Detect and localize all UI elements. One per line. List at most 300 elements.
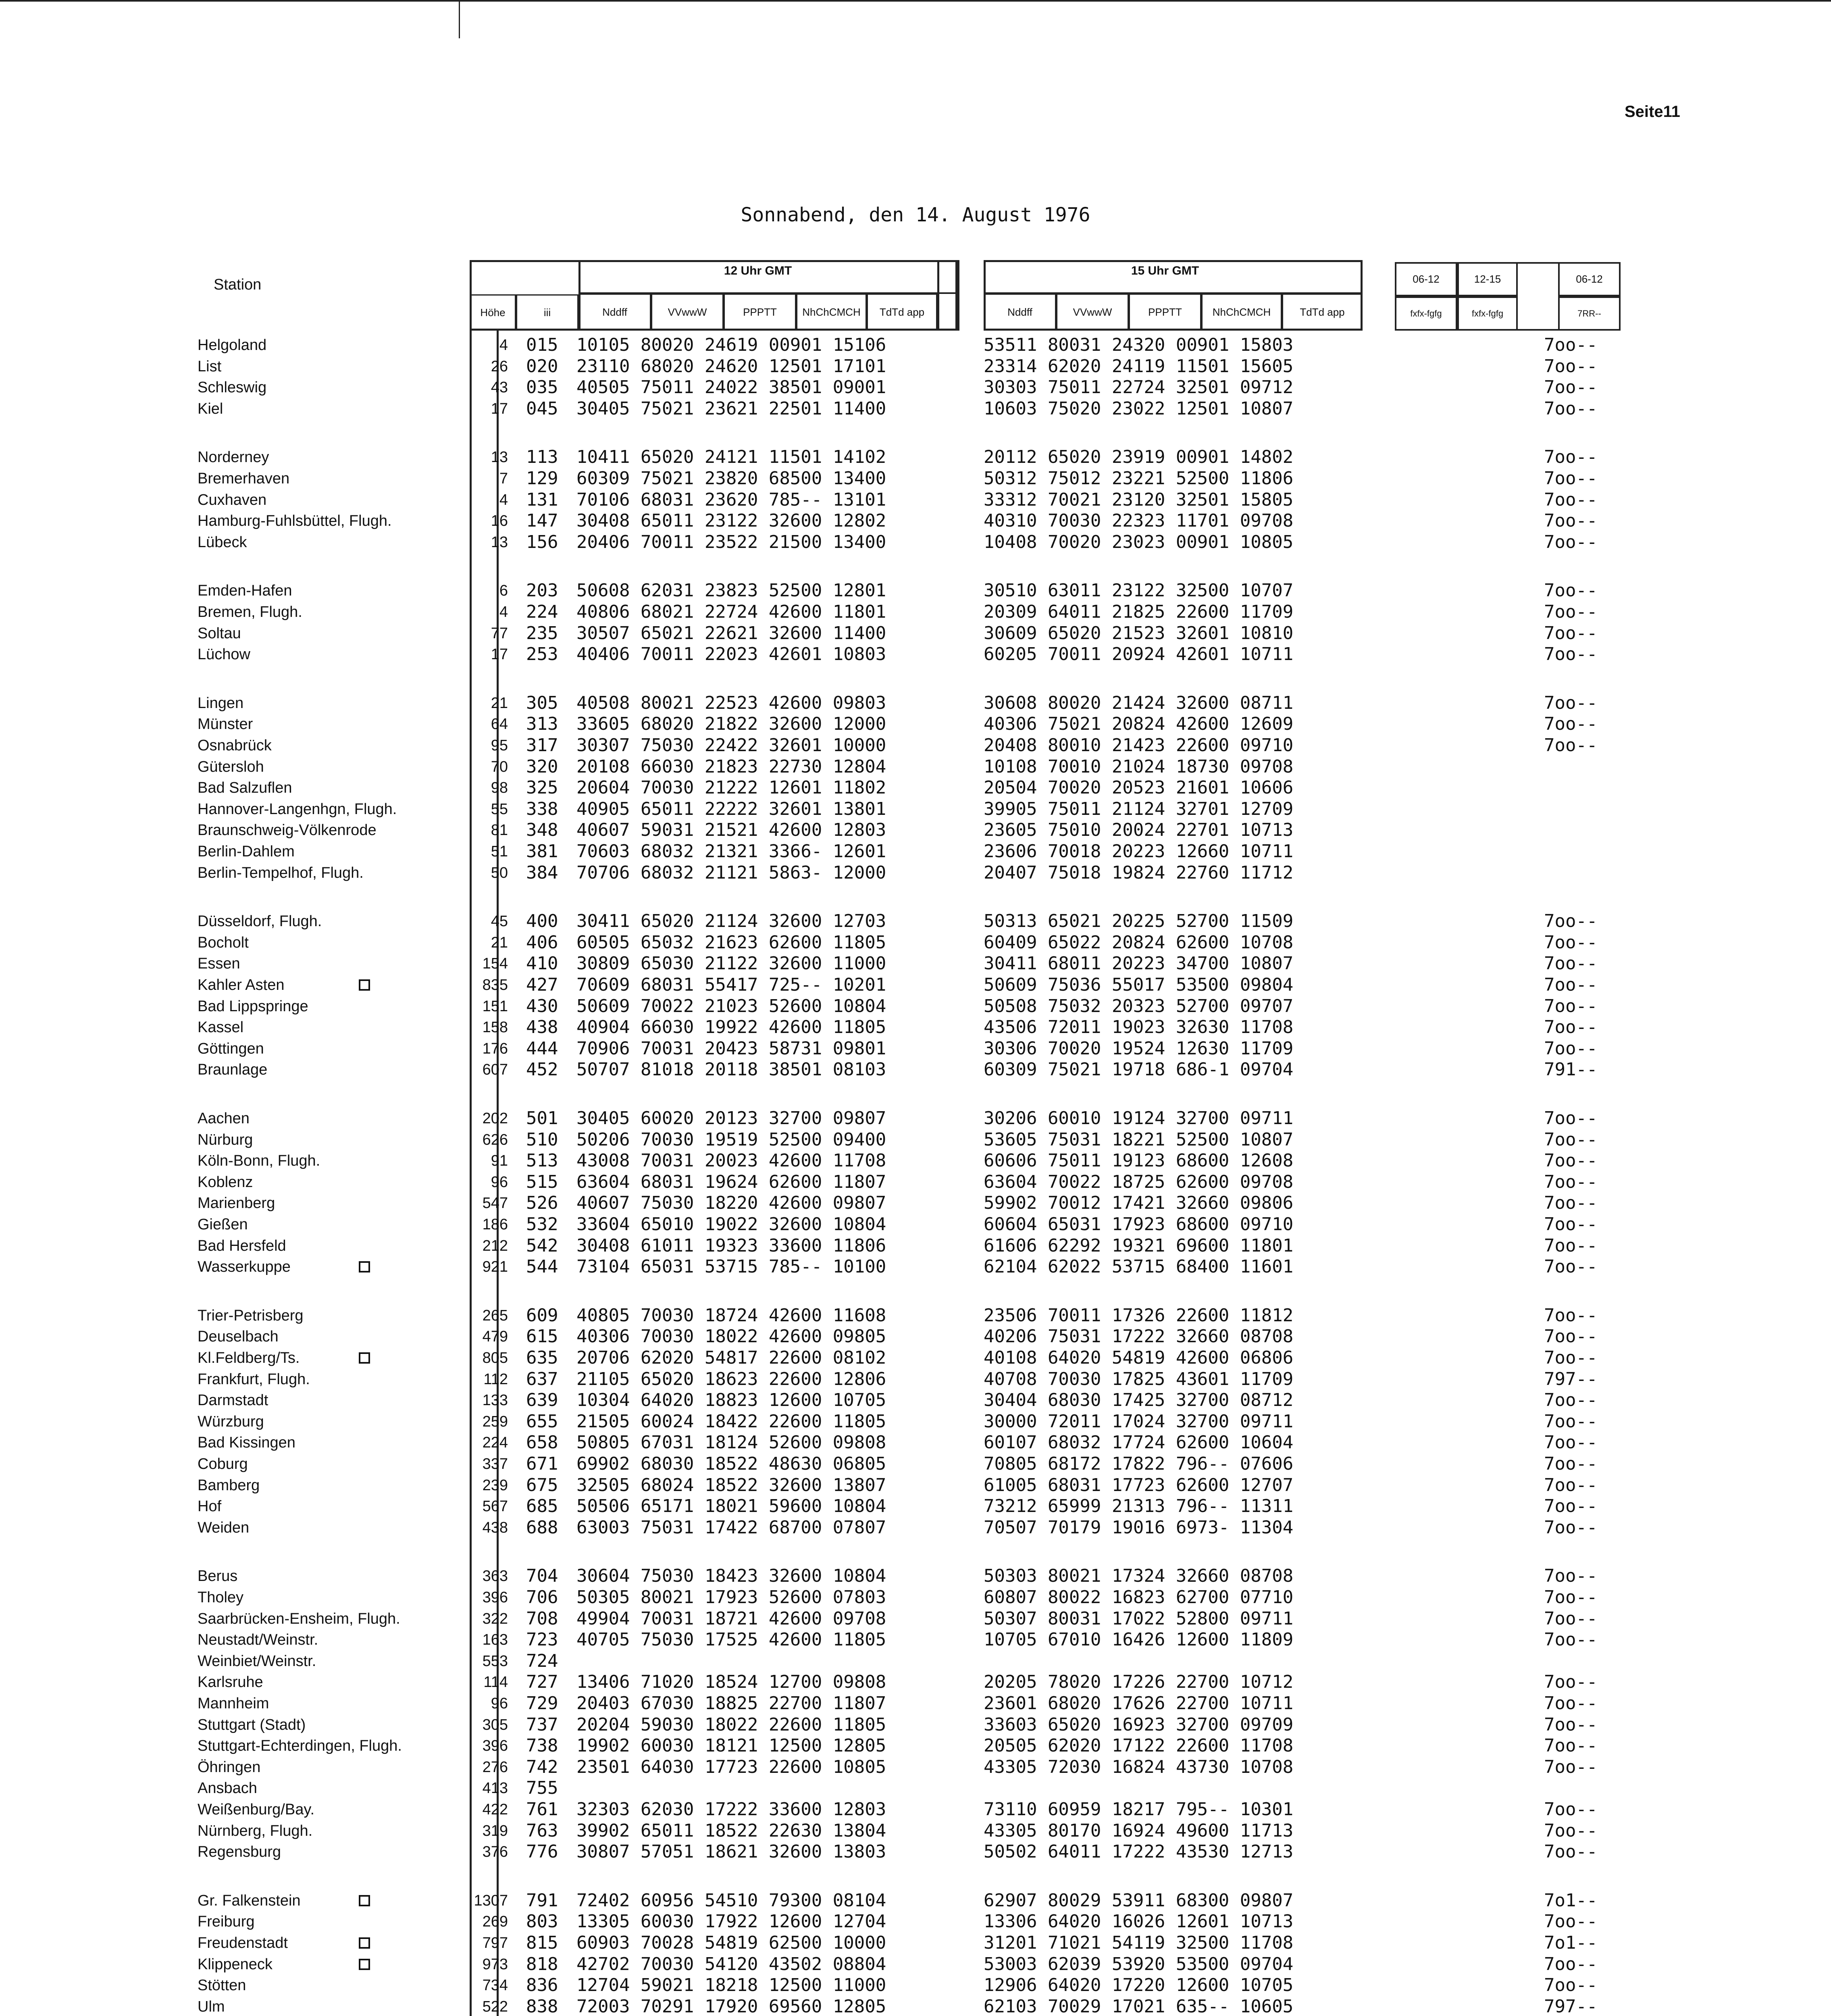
obs-12-gmt: 21505 60024 18422 22600 11805 xyxy=(576,1411,886,1432)
station-iii: 320 xyxy=(526,756,558,777)
station-name: Nürburg xyxy=(198,1131,253,1148)
obs-rr: 7oo-- xyxy=(1544,644,1598,664)
obs-rr: 7oo-- xyxy=(1544,1629,1598,1650)
station-hoehe: 64 xyxy=(491,716,508,733)
obs-12-gmt: 50206 70030 19519 52500 09400 xyxy=(576,1129,886,1150)
station-hoehe: 51 xyxy=(491,843,508,860)
obs-15-gmt: 53003 62039 53920 53500 09704 xyxy=(984,1954,1294,1974)
obs-15-gmt: 30306 70020 19524 12630 11709 xyxy=(984,1038,1294,1059)
station-iii: 113 xyxy=(526,447,558,467)
header-12-col-1: Nddff xyxy=(578,294,651,331)
station-name: Bremen, Flugh. xyxy=(198,604,302,621)
table-row xyxy=(0,1454,1831,1475)
station-hoehe: 4 xyxy=(499,492,508,508)
station-iii: 203 xyxy=(526,580,558,601)
obs-15-gmt: 60604 65031 17923 68600 09710 xyxy=(984,1214,1294,1235)
station-iii: 724 xyxy=(526,1651,558,1671)
table-row xyxy=(0,1411,1831,1432)
table-row xyxy=(0,1390,1831,1411)
header-12-gmt: 12 Uhr GMT xyxy=(724,264,792,277)
table-row xyxy=(0,1566,1831,1587)
obs-rr: 797-- xyxy=(1544,1996,1598,2016)
obs-12-gmt: 30604 75030 18423 32600 10804 xyxy=(576,1566,886,1586)
obs-12-gmt: 30307 75030 22422 32601 10000 xyxy=(576,735,886,756)
obs-12-gmt: 50805 67031 18124 52600 09808 xyxy=(576,1432,886,1453)
obs-12-gmt: 30408 65011 23122 32600 12802 xyxy=(576,510,886,531)
station-hoehe: 319 xyxy=(482,1822,508,1839)
square-icon xyxy=(359,1937,370,1949)
station-name: Soltau xyxy=(198,625,241,642)
obs-rr: 7oo-- xyxy=(1544,1799,1598,1820)
station-name: Regensburg xyxy=(198,1843,281,1860)
top-tick xyxy=(459,0,460,38)
station-iii: 637 xyxy=(526,1369,558,1389)
station-iii: 235 xyxy=(526,623,558,644)
table-row xyxy=(0,714,1831,735)
station-iii: 544 xyxy=(526,1256,558,1277)
obs-rr: 7oo-- xyxy=(1544,398,1598,419)
station-name: Göttingen xyxy=(198,1040,264,1057)
station-name: Schleswig xyxy=(198,379,267,396)
header-hoehe: Höhe xyxy=(470,294,516,331)
station-iii: 688 xyxy=(526,1517,558,1538)
obs-15-gmt: 30404 68030 17425 32700 08712 xyxy=(984,1390,1294,1410)
obs-rr: 7oo-- xyxy=(1544,1235,1598,1256)
station-name: Karlsruhe xyxy=(198,1674,263,1691)
station-name: Mannheim xyxy=(198,1695,269,1712)
station-name: Stuttgart-Echterdingen, Flugh. xyxy=(198,1737,402,1754)
table-row xyxy=(0,862,1831,883)
obs-12-gmt: 70906 70031 20423 58731 09801 xyxy=(576,1038,886,1059)
station-iii: 452 xyxy=(526,1059,558,1080)
table-row xyxy=(0,1841,1831,1862)
station-name: Hannover-Langenhgn, Flugh. xyxy=(198,801,397,818)
obs-rr: 7oo-- xyxy=(1544,953,1598,974)
station-hoehe: 553 xyxy=(482,1653,508,1670)
obs-12-gmt: 40705 75030 17525 42600 11805 xyxy=(576,1629,886,1650)
station-iii: 381 xyxy=(526,841,558,862)
obs-15-gmt: 30206 60010 19124 32700 09711 xyxy=(984,1108,1294,1129)
station-iii: 755 xyxy=(526,1778,558,1798)
station-iii: 147 xyxy=(526,510,558,531)
station-iii: 035 xyxy=(526,377,558,398)
station-name: Bad Kissingen xyxy=(198,1434,295,1451)
obs-rr: 7oo-- xyxy=(1544,468,1598,489)
station-name: Bamberg xyxy=(198,1477,260,1494)
station-name: Trier-Petrisberg xyxy=(198,1307,304,1324)
table-row xyxy=(0,1235,1831,1256)
station-name: Kahler Asten xyxy=(198,977,285,993)
station-hoehe: 376 xyxy=(482,1843,508,1860)
station-iii: 635 xyxy=(526,1347,558,1368)
station-hoehe: 112 xyxy=(483,1371,508,1388)
station-iii: 685 xyxy=(526,1496,558,1516)
obs-12-gmt: 13305 60030 17922 12600 12704 xyxy=(576,1911,886,1932)
station-hoehe: 50 xyxy=(491,864,508,881)
obs-rr: 7oo-- xyxy=(1544,735,1598,756)
obs-12-gmt: 30405 60020 20123 32700 09807 xyxy=(576,1108,886,1129)
station-iii: 020 xyxy=(526,356,558,377)
station-iii: 438 xyxy=(526,1017,558,1037)
obs-rr: 7oo-- xyxy=(1544,1108,1598,1129)
header-f1: fxfx-fgfg xyxy=(1395,296,1457,331)
station-name: Darmstadt xyxy=(198,1392,268,1409)
station-hoehe: 259 xyxy=(482,1413,508,1430)
station-iii: 609 xyxy=(526,1305,558,1326)
table-row xyxy=(0,356,1831,377)
table-row xyxy=(0,1954,1831,1975)
station-hoehe: 133 xyxy=(482,1392,508,1409)
obs-12-gmt: 70106 68031 23620 785-- 13101 xyxy=(576,489,886,510)
station-iii: 729 xyxy=(526,1693,558,1714)
station-hoehe: 239 xyxy=(482,1477,508,1494)
obs-15-gmt: 20407 75018 19824 22760 11712 xyxy=(984,862,1294,883)
obs-12-gmt: 70706 68032 21121 5863- 12000 xyxy=(576,862,886,883)
obs-15-gmt: 12906 64020 17220 12600 10705 xyxy=(984,1975,1294,1995)
station-hoehe: 98 xyxy=(491,779,508,796)
station-name: Freiburg xyxy=(198,1913,255,1930)
obs-12-gmt: 10105 80020 24619 00901 15106 xyxy=(576,335,886,355)
station-name: Hamburg-Fuhlsbüttel, Flugh. xyxy=(198,512,392,529)
obs-15-gmt: 30411 68011 20223 34700 10807 xyxy=(984,953,1294,974)
station-iii: 526 xyxy=(526,1193,558,1213)
header-div-12-gap xyxy=(957,260,959,331)
obs-12-gmt: 40607 59031 21521 42600 12803 xyxy=(576,820,886,840)
obs-15-gmt: 33603 65020 16923 32700 09709 xyxy=(984,1714,1294,1735)
obs-rr: 7oo-- xyxy=(1544,714,1598,734)
obs-rr: 797-- xyxy=(1544,1369,1598,1389)
obs-rr: 7oo-- xyxy=(1544,1714,1598,1735)
station-name: Lingen xyxy=(198,695,244,712)
table-row xyxy=(0,1432,1831,1453)
station-iii: 515 xyxy=(526,1172,558,1192)
obs-rr: 7oo-- xyxy=(1544,1390,1598,1410)
obs-15-gmt: 40306 75021 20824 42600 12609 xyxy=(984,714,1294,734)
station-name: Nürnberg, Flugh. xyxy=(198,1822,313,1839)
station-name: Bad Salzuflen xyxy=(198,779,292,796)
station-hoehe: 396 xyxy=(482,1589,508,1606)
station-iii: 045 xyxy=(526,398,558,419)
table-row xyxy=(0,693,1831,714)
obs-15-gmt: 20408 80010 21423 22600 09710 xyxy=(984,735,1294,756)
obs-12-gmt: 49904 70031 18721 42600 09708 xyxy=(576,1608,886,1629)
header-rr-gap-bottom xyxy=(1518,329,1558,331)
station-iii: 156 xyxy=(526,532,558,552)
obs-15-gmt: 10705 67010 16426 12600 11809 xyxy=(984,1629,1294,1650)
obs-rr: 7oo-- xyxy=(1544,693,1598,713)
obs-rr: 7oo-- xyxy=(1544,1193,1598,1213)
obs-12-gmt: 43008 70031 20023 42600 11708 xyxy=(576,1150,886,1171)
table-row xyxy=(0,1975,1831,1996)
station-hoehe: 337 xyxy=(482,1456,508,1472)
station-name: Deuselbach xyxy=(198,1328,279,1345)
obs-rr: 7oo-- xyxy=(1544,1954,1598,1974)
obs-15-gmt: 50313 65021 20225 52700 11509 xyxy=(984,911,1294,931)
obs-rr: 7oo-- xyxy=(1544,1672,1598,1692)
station-iii: 430 xyxy=(526,996,558,1016)
table-row xyxy=(0,911,1831,932)
station-name: Neustadt/Weinstr. xyxy=(198,1631,318,1648)
station-name: Frankfurt, Flugh. xyxy=(198,1371,310,1388)
station-name: Emden-Hafen xyxy=(198,582,292,599)
table-row xyxy=(0,1672,1831,1693)
obs-15-gmt: 20112 65020 23919 00901 14802 xyxy=(984,447,1294,467)
obs-12-gmt: 73104 65031 53715 785-- 10100 xyxy=(576,1256,886,1277)
obs-rr: 7oo-- xyxy=(1544,1975,1598,1995)
obs-12-gmt: 30405 75021 23621 22501 11400 xyxy=(576,398,886,419)
station-iii: 761 xyxy=(526,1799,558,1820)
station-name: Bad Hersfeld xyxy=(198,1237,286,1254)
obs-15-gmt: 60205 70011 20924 42601 10711 xyxy=(984,644,1294,664)
station-iii: 615 xyxy=(526,1326,558,1347)
station-name: Braunlage xyxy=(198,1061,268,1078)
obs-15-gmt: 20205 78020 17226 22700 10712 xyxy=(984,1672,1294,1692)
obs-rr: 791-- xyxy=(1544,1059,1598,1080)
obs-12-gmt: 40805 70030 18724 42600 11608 xyxy=(576,1305,886,1326)
station-hoehe: 396 xyxy=(482,1737,508,1754)
station-hoehe: 7 xyxy=(499,470,508,487)
station-name: Cuxhaven xyxy=(198,492,267,508)
station-iii: 338 xyxy=(526,799,558,819)
square-icon xyxy=(359,1352,370,1364)
station-name: Lübeck xyxy=(198,534,247,551)
station-name: Wasserkuppe xyxy=(198,1258,291,1275)
table-row xyxy=(0,1517,1831,1538)
station-name: Tholey xyxy=(198,1589,244,1606)
header-15-col-1: Nddff xyxy=(984,294,1056,331)
station-hoehe: 96 xyxy=(491,1174,508,1191)
station-hoehe: 96 xyxy=(491,1695,508,1712)
obs-15-gmt: 63604 70022 18725 62600 09708 xyxy=(984,1172,1294,1192)
table-row xyxy=(0,1651,1831,1672)
obs-15-gmt: 30608 80020 21424 32600 08711 xyxy=(984,693,1294,713)
obs-rr: 7oo-- xyxy=(1544,1693,1598,1714)
obs-15-gmt: 50303 80021 17324 32660 08708 xyxy=(984,1566,1294,1586)
station-name: Bocholt xyxy=(198,934,249,951)
table-row xyxy=(0,1326,1831,1347)
obs-12-gmt: 40904 66030 19922 42600 11805 xyxy=(576,1017,886,1037)
station-name: Kiel xyxy=(198,400,223,417)
station-hoehe: 269 xyxy=(482,1913,508,1930)
station-hoehe: 4 xyxy=(499,604,508,621)
station-iii: 671 xyxy=(526,1454,558,1474)
station-iii: 742 xyxy=(526,1757,558,1777)
station-name: Bremerhaven xyxy=(198,470,290,487)
obs-15-gmt: 60107 68032 17724 62600 10604 xyxy=(984,1432,1294,1453)
station-name: Lüchow xyxy=(198,646,250,663)
table-row xyxy=(0,580,1831,601)
obs-15-gmt: 39905 75011 21124 32701 12709 xyxy=(984,799,1294,819)
page-number: Seite11 xyxy=(1625,103,1680,121)
station-hoehe: 186 xyxy=(482,1216,508,1233)
station-iii: 791 xyxy=(526,1890,558,1911)
station-hoehe: 13 xyxy=(491,449,508,466)
station-iii: 818 xyxy=(526,1954,558,1974)
station-hoehe: 438 xyxy=(482,1519,508,1536)
obs-12-gmt: 10411 65020 24121 11501 14102 xyxy=(576,447,886,467)
station-name: Berus xyxy=(198,1568,238,1585)
obs-rr: 7oo-- xyxy=(1544,356,1598,377)
table-row xyxy=(0,377,1831,398)
top-rule xyxy=(0,0,1831,2)
station-hoehe: 91 xyxy=(491,1152,508,1169)
obs-12-gmt: 39902 65011 18522 22630 13804 xyxy=(576,1820,886,1841)
obs-15-gmt: 60409 65022 20824 62600 10708 xyxy=(984,932,1294,953)
obs-15-gmt: 33312 70021 23120 32501 15805 xyxy=(984,489,1294,510)
table-row xyxy=(0,953,1831,974)
table-row xyxy=(0,335,1831,356)
station-iii: 253 xyxy=(526,644,558,664)
obs-15-gmt: 50307 80031 17022 52800 09711 xyxy=(984,1608,1294,1629)
obs-15-gmt: 50312 75012 23221 52500 11806 xyxy=(984,468,1294,489)
station-name: Würzburg xyxy=(198,1413,264,1430)
table-row xyxy=(0,1714,1831,1735)
table-row xyxy=(0,1629,1831,1650)
table-row xyxy=(0,489,1831,510)
table-row xyxy=(0,1799,1831,1820)
header-iii: iii xyxy=(516,294,578,331)
table-row xyxy=(0,1172,1831,1193)
table-row xyxy=(0,820,1831,841)
table-row xyxy=(0,602,1831,623)
station-hoehe: 921 xyxy=(482,1258,508,1275)
station-hoehe: 626 xyxy=(482,1131,508,1148)
obs-12-gmt: 72402 60956 54510 79300 08104 xyxy=(576,1890,886,1911)
station-iii: 763 xyxy=(526,1820,558,1841)
station-hoehe: 422 xyxy=(482,1801,508,1818)
table-row xyxy=(0,468,1831,489)
station-hoehe: 6 xyxy=(499,582,508,599)
station-hoehe: 363 xyxy=(482,1568,508,1585)
header-r0612b: 06-12 xyxy=(1558,262,1621,296)
obs-12-gmt: 30507 65021 22621 32600 11400 xyxy=(576,623,886,644)
obs-15-gmt: 31201 71021 54119 32500 11708 xyxy=(984,1933,1294,1953)
station-iii: 737 xyxy=(526,1714,558,1735)
station-iii: 427 xyxy=(526,975,558,995)
station-hoehe: 17 xyxy=(491,400,508,417)
obs-rr: 7oo-- xyxy=(1544,1475,1598,1495)
obs-12-gmt: 32303 62030 17222 33600 12803 xyxy=(576,1799,886,1820)
station-iii: 727 xyxy=(526,1672,558,1692)
station-iii: 838 xyxy=(526,1996,558,2016)
obs-15-gmt: 23605 75010 20024 22701 10713 xyxy=(984,820,1294,840)
station-iii: 658 xyxy=(526,1432,558,1453)
station-name: Ulm xyxy=(198,1998,225,2015)
station-name: Saarbrücken-Ensheim, Flugh. xyxy=(198,1610,400,1627)
obs-15-gmt: 23601 68020 17626 22700 10711 xyxy=(984,1693,1294,1714)
station-iii: 513 xyxy=(526,1150,558,1171)
table-row xyxy=(0,1693,1831,1714)
header-15-col-2: VVwwW xyxy=(1056,294,1129,331)
station-hoehe: 973 xyxy=(482,1956,508,1973)
obs-12-gmt: 50506 65171 18021 59600 10804 xyxy=(576,1496,886,1516)
obs-12-gmt: 69902 68030 18522 48630 06805 xyxy=(576,1454,886,1474)
obs-12-gmt: 70603 68032 21321 3366- 12601 xyxy=(576,841,886,862)
table-row xyxy=(0,1193,1831,1214)
obs-rr: 7oo-- xyxy=(1544,1735,1598,1756)
station-iii: 655 xyxy=(526,1411,558,1432)
obs-15-gmt: 30510 63011 23122 32500 10707 xyxy=(984,580,1294,601)
obs-15-gmt: 62104 62022 53715 68400 11601 xyxy=(984,1256,1294,1277)
obs-12-gmt: 21105 65020 18623 22600 12806 xyxy=(576,1369,886,1389)
station-iii: 836 xyxy=(526,1975,558,1995)
station-name: Ansbach xyxy=(198,1780,257,1797)
table-row xyxy=(0,1038,1831,1059)
obs-12-gmt: 20403 67030 18825 22700 11807 xyxy=(576,1693,886,1714)
table-row xyxy=(0,1778,1831,1799)
obs-15-gmt: 61005 68031 17723 62600 12707 xyxy=(984,1475,1294,1495)
table-row xyxy=(0,1757,1831,1778)
header-rr: 7RR-- xyxy=(1558,296,1621,331)
obs-rr: 7oo-- xyxy=(1544,377,1598,398)
obs-15-gmt: 30303 75011 22724 32501 09712 xyxy=(984,377,1294,398)
obs-12-gmt: 33604 65010 19022 32600 10804 xyxy=(576,1214,886,1235)
header-div-15-end xyxy=(1361,260,1363,331)
table-row xyxy=(0,1017,1831,1038)
obs-rr: 7oo-- xyxy=(1544,1841,1598,1862)
table-row xyxy=(0,1735,1831,1756)
header-15-col-4: NhChCMCH xyxy=(1201,294,1282,331)
station-hoehe: 567 xyxy=(482,1498,508,1515)
obs-12-gmt: 30807 57051 18621 32600 13803 xyxy=(576,1841,886,1862)
obs-12-gmt: 50608 62031 23823 52500 12801 xyxy=(576,580,886,601)
station-hoehe: 212 xyxy=(482,1237,508,1254)
obs-rr: 7oo-- xyxy=(1544,975,1598,995)
date-line: Sonnabend, den 14. August 1976 xyxy=(741,204,1090,226)
obs-12-gmt: 40306 70030 18022 42600 09805 xyxy=(576,1326,886,1347)
station-name: Gr. Falkenstein xyxy=(198,1892,301,1909)
station-hoehe: 26 xyxy=(491,358,508,375)
obs-15-gmt: 53605 75031 18221 52500 10807 xyxy=(984,1129,1294,1150)
table-row xyxy=(0,532,1831,553)
header-12-col-3: PPPTT xyxy=(724,294,796,331)
station-hoehe: 77 xyxy=(491,625,508,642)
station-name: Münster xyxy=(198,716,253,733)
station-iii: 723 xyxy=(526,1629,558,1650)
station-iii: 532 xyxy=(526,1214,558,1235)
station-name: Koblenz xyxy=(198,1174,253,1191)
station-iii: 704 xyxy=(526,1566,558,1586)
obs-12-gmt: 12704 59021 18218 12500 11000 xyxy=(576,1975,886,1995)
table-row xyxy=(0,975,1831,996)
obs-15-gmt: 70507 70179 19016 6973- 11304 xyxy=(984,1517,1294,1538)
obs-15-gmt: 23606 70018 20223 12660 10711 xyxy=(984,841,1294,862)
table-row xyxy=(0,777,1831,798)
obs-rr: 7oo-- xyxy=(1544,1214,1598,1235)
obs-15-gmt: 60606 75011 19123 68600 12608 xyxy=(984,1150,1294,1171)
station-hoehe: 224 xyxy=(482,1434,508,1451)
obs-15-gmt: 40206 75031 17222 32660 08708 xyxy=(984,1326,1294,1347)
station-hoehe: 163 xyxy=(482,1631,508,1648)
station-name: Gießen xyxy=(198,1216,248,1233)
obs-12-gmt: 60505 65032 21623 62600 11805 xyxy=(576,932,886,953)
station-name: Berlin-Tempelhof, Flugh. xyxy=(198,864,364,881)
station-iii: 542 xyxy=(526,1235,558,1256)
station-hoehe: 835 xyxy=(482,977,508,993)
station-hoehe: 95 xyxy=(491,737,508,754)
obs-rr: 7oo-- xyxy=(1544,1454,1598,1474)
table-row xyxy=(0,756,1831,777)
obs-rr: 7oo-- xyxy=(1544,1129,1598,1150)
obs-15-gmt: 43506 72011 19023 32630 11708 xyxy=(984,1017,1294,1037)
obs-12-gmt: 20108 66030 21823 22730 12804 xyxy=(576,756,886,777)
table-row xyxy=(0,1305,1831,1326)
station-iii: 444 xyxy=(526,1038,558,1059)
table-row xyxy=(0,1129,1831,1150)
obs-rr: 7oo-- xyxy=(1544,1432,1598,1453)
obs-15-gmt: 20505 62020 17122 22600 11708 xyxy=(984,1735,1294,1756)
station-iii: 410 xyxy=(526,953,558,974)
